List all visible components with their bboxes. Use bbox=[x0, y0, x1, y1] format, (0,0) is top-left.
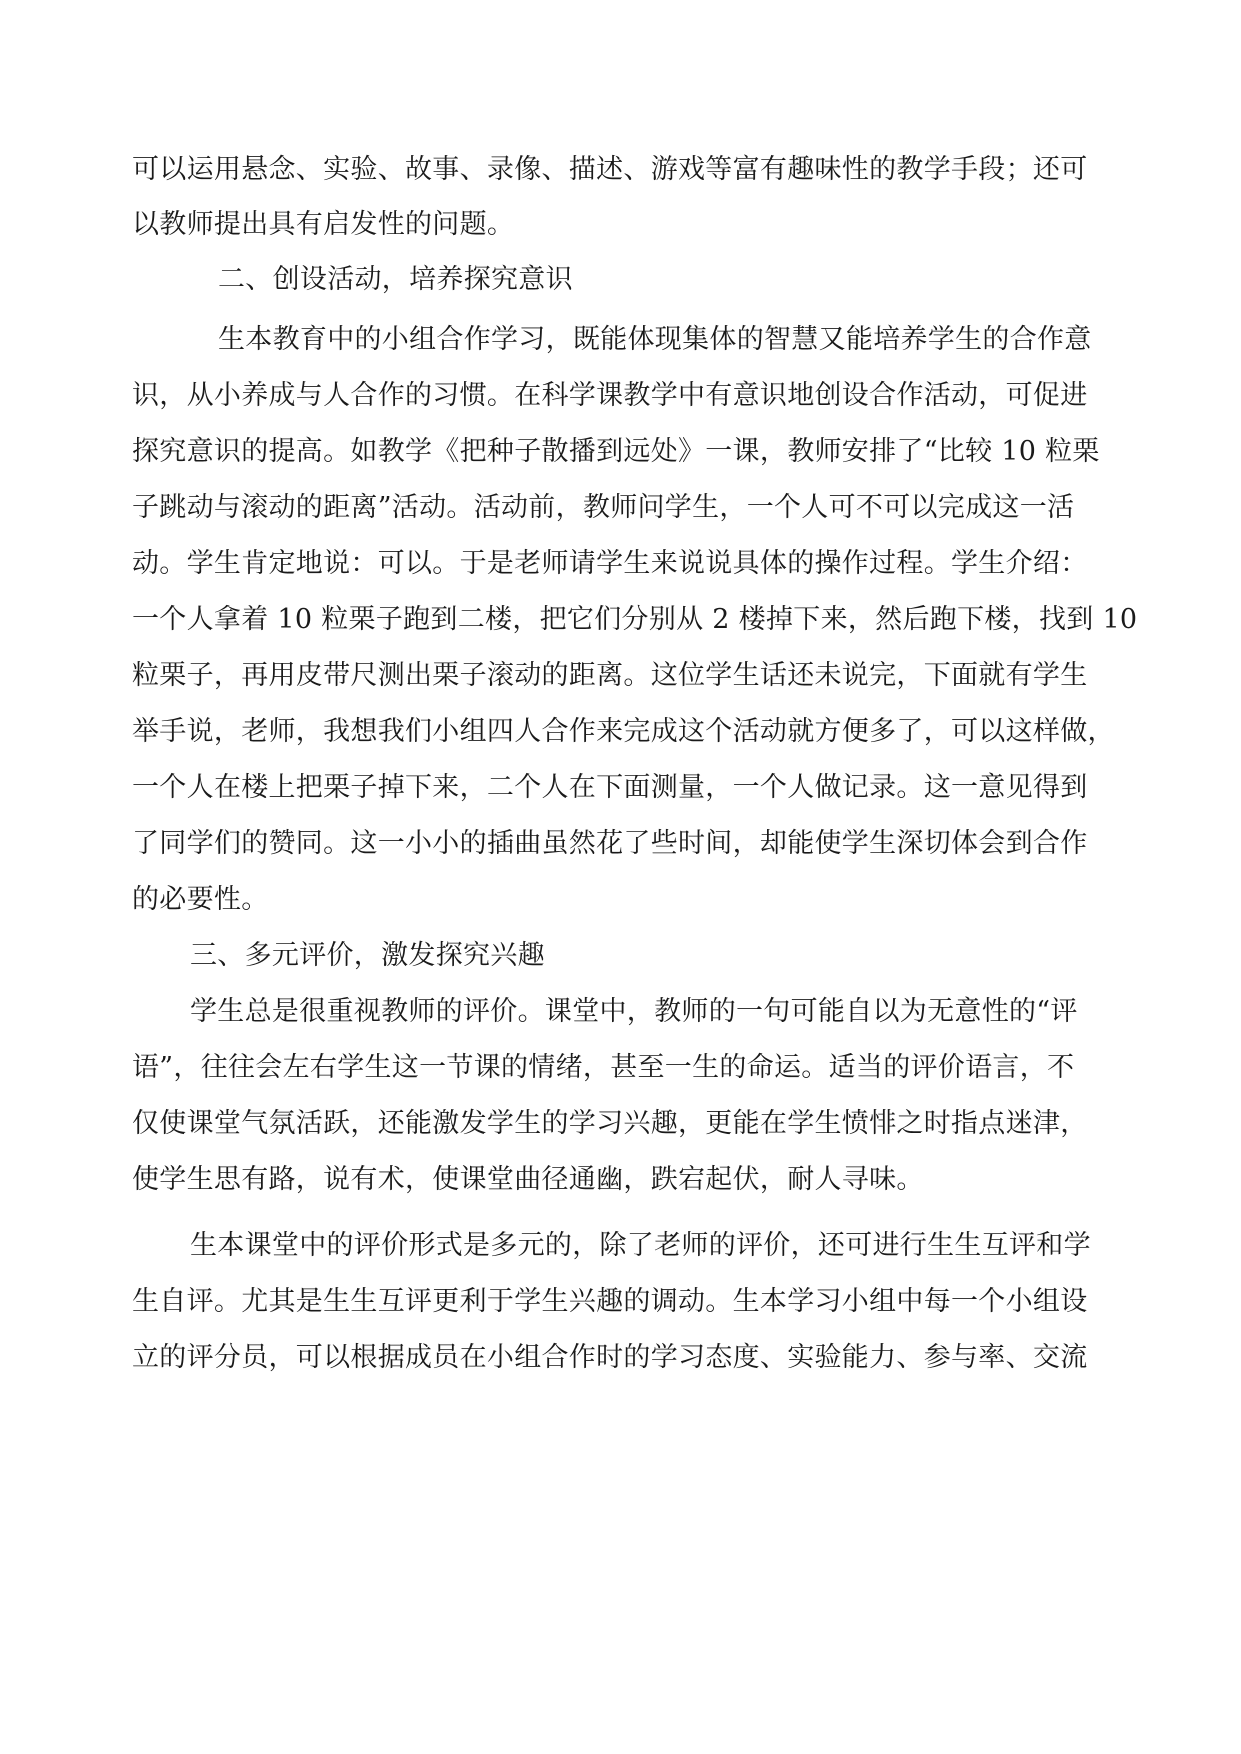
text-line: 语”，往往会左右学生这一节课的情绪，甚至一生的命运。适当的评价语言，不 bbox=[132, 1052, 1075, 1083]
text-line: 学生总是很重视教师的评价。课堂中，教师的一句可能自以为无意性的“评 bbox=[190, 996, 1078, 1027]
text-line: 子跳动与滚动的距离”活动。活动前，教师问学生，一个人可不可以完成这一活 bbox=[132, 492, 1075, 523]
text-line: 生自评。尤其是生生互评更利于学生兴趣的调动。生本学习小组中每一个小组设 bbox=[132, 1286, 1088, 1317]
text-line: 一个人拿着 10 粒栗子跑到二楼，把它们分别从 2 楼掉下来，然后跑下楼，找到 10 bbox=[132, 604, 1138, 635]
text-line: 可以运用悬念、实验、故事、录像、描述、游戏等富有趣味性的教学手段；还可 bbox=[132, 154, 1088, 185]
section-heading: 二、创设活动，培养探究意识 bbox=[218, 264, 573, 295]
text-line: 一个人在楼上把栗子掉下来，二个人在下面测量，一个人做记录。这一意见得到 bbox=[132, 772, 1088, 803]
text-line: 探究意识的提高。如教学《把种子散播到远处》一课，教师安排了“比较 10 粒栗 bbox=[132, 436, 1100, 467]
text-line: 立的评分员，可以根据成员在小组合作时的学习态度、实验能力、参与率、交流 bbox=[132, 1342, 1088, 1373]
text-line: 生本课堂中的评价形式是多元的，除了老师的评价，还可进行生生互评和学 bbox=[190, 1230, 1091, 1261]
text-line: 了同学们的赞同。这一小小的插曲虽然花了些时间，却能使学生深切体会到合作 bbox=[132, 828, 1088, 859]
section-heading: 三、多元评价，激发探究兴趣 bbox=[190, 940, 545, 971]
text-line: 动。学生肯定地说：可以。于是老师请学生来说说具体的操作过程。学生介绍： bbox=[132, 548, 1088, 579]
text-line: 识，从小养成与人合作的习惯。在科学课教学中有意识地创设合作活动，可促进 bbox=[132, 380, 1088, 411]
text-line: 仅使课堂气氛活跃，还能激发学生的学习兴趣，更能在学生愤悱之时指点迷津， bbox=[132, 1108, 1088, 1139]
text-line: 使学生思有路，说有术，使课堂曲径通幽，跌宕起伏，耐人寻味。 bbox=[132, 1164, 924, 1195]
text-line: 粒栗子，再用皮带尺测出栗子滚动的距离。这位学生话还未说完，下面就有学生 bbox=[132, 660, 1088, 691]
text-line: 生本教育中的小组合作学习，既能体现集体的智慧又能培养学生的合作意 bbox=[218, 324, 1092, 355]
text-line: 的必要性。 bbox=[132, 884, 269, 915]
text-line: 以教师提出具有启发性的问题。 bbox=[132, 209, 515, 240]
text-line: 举手说，老师，我想我们小组四人合作来完成这个活动就方便多了，可以这样做， bbox=[132, 716, 1115, 747]
